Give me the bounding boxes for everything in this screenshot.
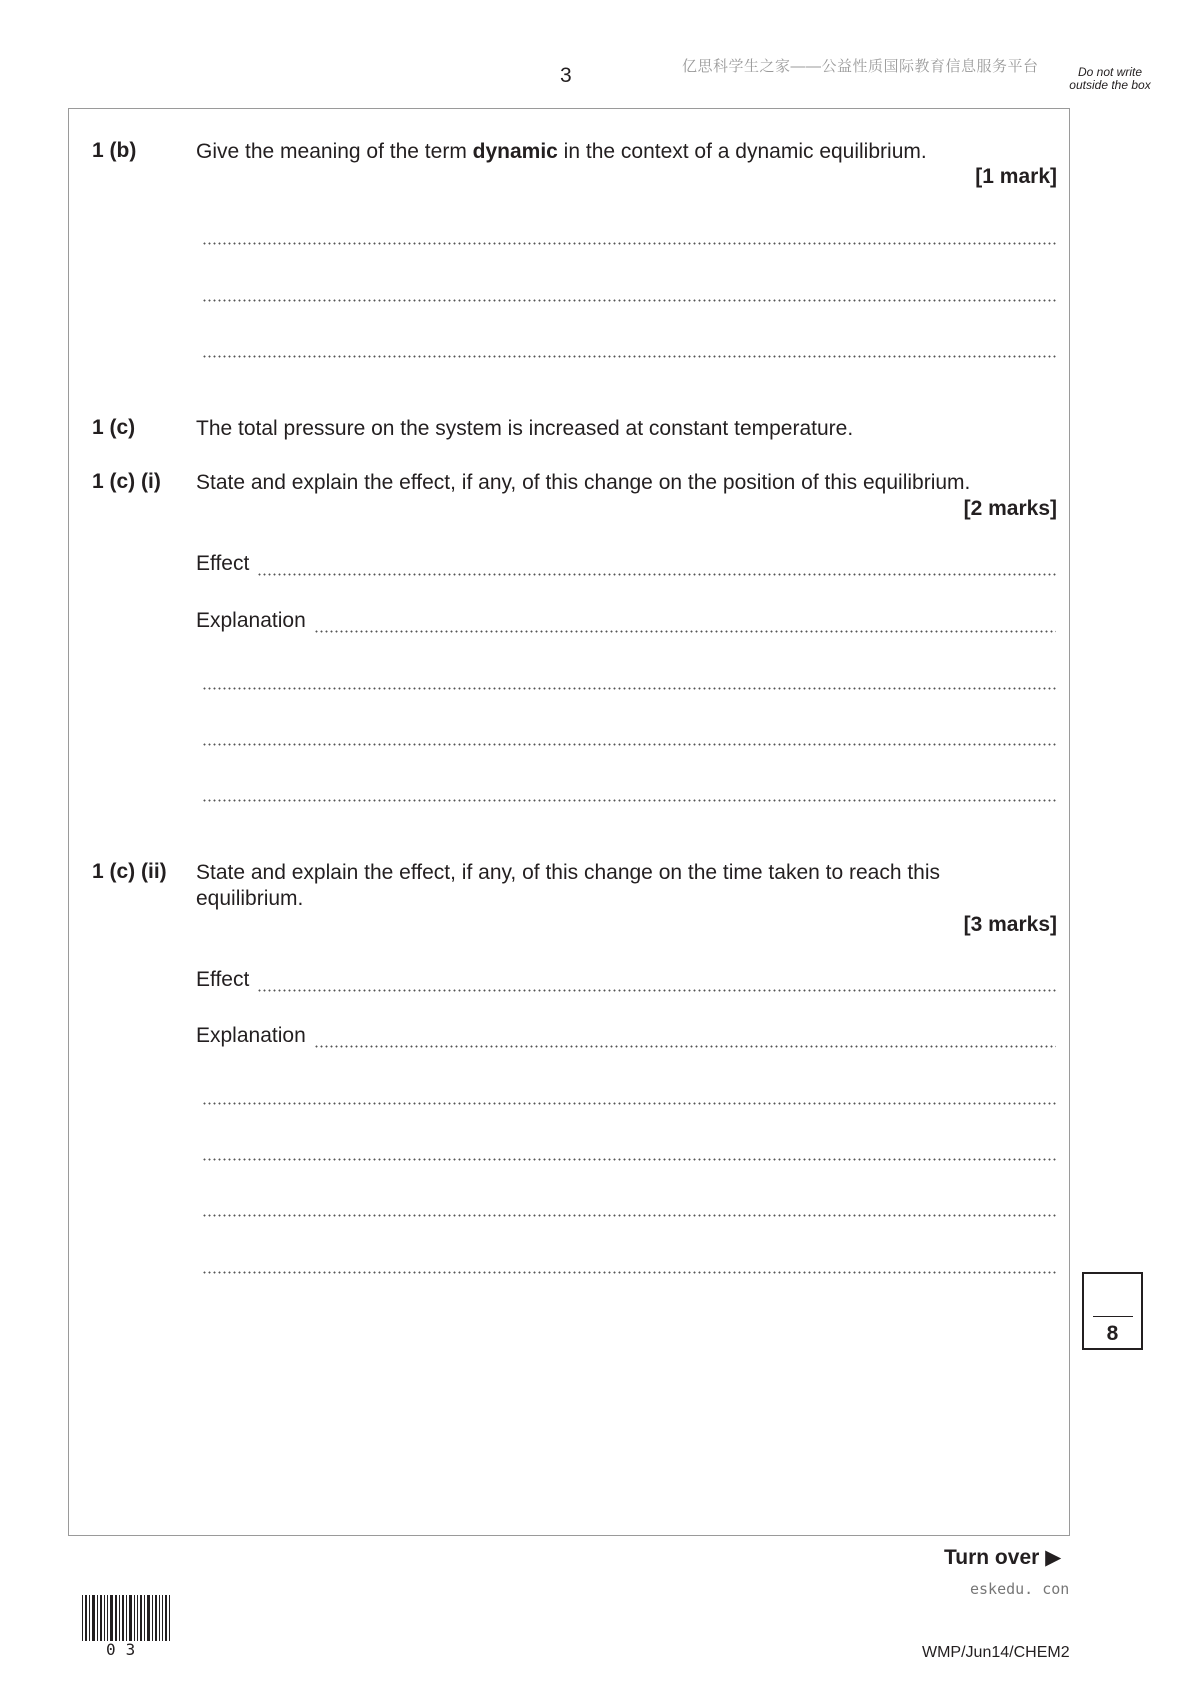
explanation-dots <box>314 1024 1056 1050</box>
answer-line-1b-3[interactable] <box>202 334 1056 358</box>
effect-dots <box>257 968 1056 994</box>
question-text-1b-end: in the context of a dynamic equilibrium. <box>557 140 927 163</box>
question-text-1ci: State and explain the effect, if any, of this change on the position of this equilibrium. <box>196 471 971 494</box>
explanation-line-1cii[interactable] <box>196 1024 1056 1050</box>
effect-line-1ci[interactable] <box>196 552 1056 578</box>
paper-code: WMP/Jun14/CHEM2 <box>922 1644 1070 1661</box>
score-rule <box>1093 1316 1133 1317</box>
question-text-1c: The total pressure on the system is increased at constant temperature. <box>196 417 854 440</box>
page-number: 3 <box>560 64 572 87</box>
answer-line-1b-2[interactable] <box>202 278 1056 302</box>
answer-line-1b-1[interactable] <box>202 221 1056 245</box>
answer-line-1ci-2[interactable] <box>202 722 1056 746</box>
answer-line-1cii-4[interactable] <box>202 1250 1056 1274</box>
explanation-dots <box>314 609 1056 635</box>
question-number-1c: 1 (c) <box>92 416 136 439</box>
question-keyword-dynamic: dynamic <box>472 140 558 163</box>
marks-1b: [1 mark] <box>975 165 1057 188</box>
barcode-icon <box>82 1595 178 1641</box>
score-total: 8 <box>1106 1322 1119 1345</box>
answer-box <box>68 108 1070 1536</box>
score-box <box>1082 1272 1143 1350</box>
margin-note: Do not write outside the box <box>1069 65 1151 92</box>
question-number-1b: 1 (b) <box>92 139 137 162</box>
explanation-line-1ci[interactable] <box>196 609 1056 635</box>
question-text-1cii: State and explain the effect, if any, of this change on the time taken to reach this equilibrium. <box>196 861 941 910</box>
site-watermark: eskedu. con <box>970 1580 1070 1598</box>
barcode-number: 03 <box>106 1640 146 1659</box>
question-text-1b-start: Give the meaning of the term <box>196 140 473 163</box>
answer-line-1cii-3[interactable] <box>202 1193 1056 1217</box>
marks-1cii: [3 marks] <box>963 913 1057 936</box>
effect-dots <box>257 552 1056 578</box>
answer-line-1ci-3[interactable] <box>202 778 1056 802</box>
question-number-1ci: 1 (c) (i) <box>92 470 161 493</box>
explanation-label: Explanation <box>196 609 306 632</box>
effect-line-1cii[interactable] <box>196 968 1056 994</box>
question-text-1b <box>196 139 1056 165</box>
answer-line-1cii-2[interactable] <box>202 1137 1056 1161</box>
effect-label: Effect <box>196 552 250 575</box>
answer-line-1cii-1[interactable] <box>202 1081 1056 1105</box>
answer-line-1ci-1[interactable] <box>202 666 1056 690</box>
marks-1ci: [2 marks] <box>963 497 1057 520</box>
watermark-text: 亿思科学生之家——公益性质国际教育信息服务平台 <box>682 58 1039 75</box>
question-number-1cii: 1 (c) (ii) <box>92 860 167 883</box>
effect-label: Effect <box>196 968 250 991</box>
turn-over-label: Turn over ▶ <box>944 1546 1062 1569</box>
explanation-label: Explanation <box>196 1024 306 1047</box>
